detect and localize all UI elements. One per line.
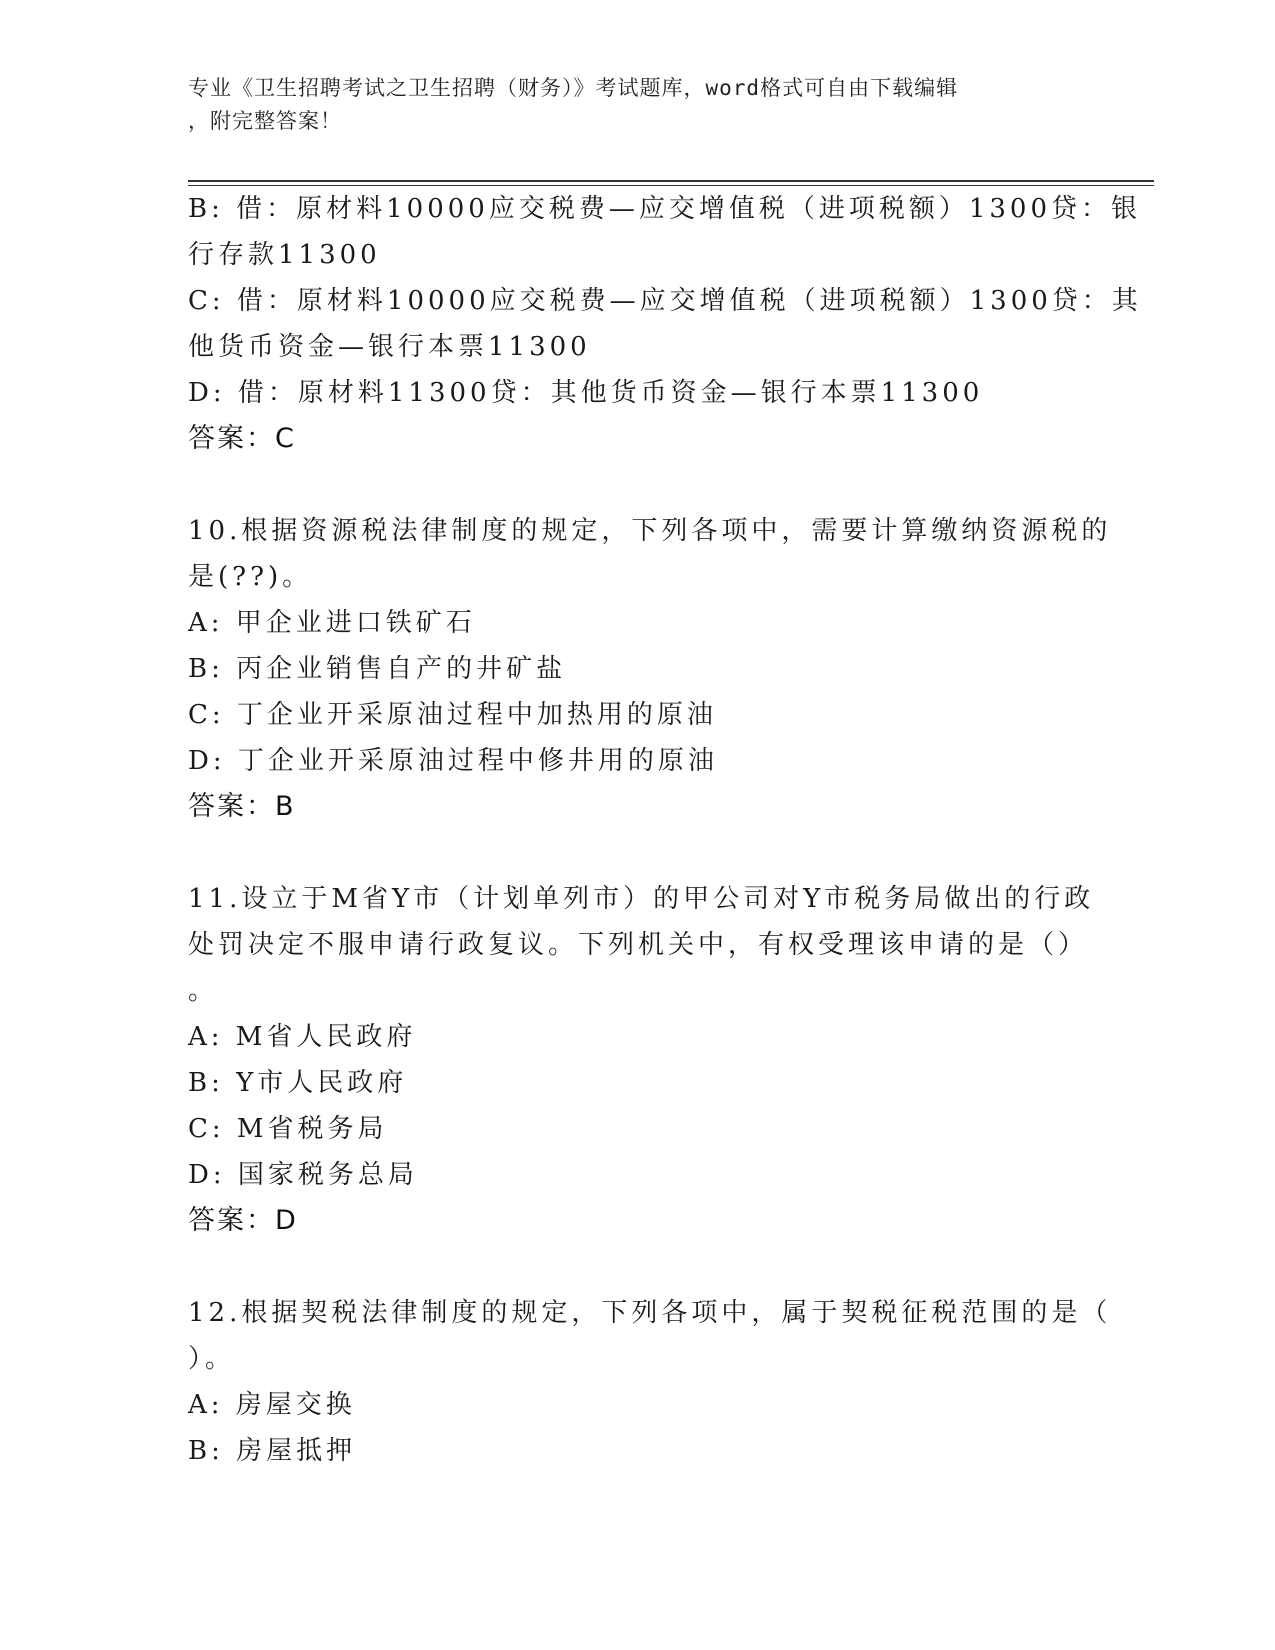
question-stem-continued: 处罚决定不服申请行政复议。下列机关中，有权受理该申请的是（） (188, 930, 1089, 960)
question-11 (188, 876, 1095, 1244)
document-header (188, 72, 1088, 138)
header-rule-thick (188, 180, 1154, 182)
answer-line: 答案：C (188, 423, 296, 454)
option-a: A: 甲企业进口铁矿石 (188, 608, 476, 638)
option-d: D: 国家税务总局 (188, 1160, 418, 1190)
answer-line: 答案：D (188, 1205, 298, 1236)
option-b: B: 丙企业销售自产的井矿盐 (188, 654, 567, 684)
option-b: B: Y市人民政府 (188, 1068, 408, 1098)
question-9-continued (188, 186, 1142, 462)
option-b: B: 房屋抵押 (188, 1436, 357, 1466)
question-10 (188, 508, 1112, 830)
option-c: C: 借：原材料10000应交税费—应交增值税（进项税额）1300贷：其 (188, 286, 1142, 316)
option-a: A: M省人民政府 (188, 1022, 417, 1052)
question-stem: 11.设立于M省Y市（计划单列市）的甲公司对Y市税务局做出的行政 (188, 884, 1095, 914)
answer-line: 答案：B (188, 791, 296, 822)
option-d: D: 借：原材料11300贷：其他货币资金—银行本票11300 (188, 378, 984, 408)
option-a: A: 房屋交换 (188, 1390, 356, 1420)
option-c: C: M省税务局 (188, 1114, 388, 1144)
option-c: C: 丁企业开采原油过程中加热用的原油 (188, 700, 717, 730)
document-body (188, 186, 1142, 1474)
header-line-1: 专业《卫生招聘考试之卫生招聘（财务）》考试题库，word格式可自由下载编辑 (188, 76, 959, 100)
question-stem-continued: 。 (188, 976, 219, 1006)
spacer (188, 830, 1088, 876)
question-12 (188, 1290, 1112, 1474)
option-b: B: 借：原材料10000应交税费—应交增值税（进项税额）1300贷：银 (188, 194, 1142, 224)
option-d: D: 丁企业开采原油过程中修井用的原油 (188, 746, 718, 776)
option-c-continued: 他货币资金—银行本票11300 (188, 332, 591, 362)
spacer (188, 1244, 1088, 1290)
question-stem-continued: ）。 (188, 1344, 236, 1374)
question-stem-continued: 是(??)。 (188, 562, 313, 592)
option-b-continued: 行存款11300 (188, 240, 381, 270)
question-stem: 12.根据契税法律制度的规定，下列各项中，属于契税征税范围的是（ (188, 1298, 1112, 1328)
header-line-2: ，附完整答案！ (188, 109, 342, 133)
question-stem: 10.根据资源税法律制度的规定，下列各项中，需要计算缴纳资源税的 (188, 516, 1112, 546)
spacer (188, 462, 1088, 508)
